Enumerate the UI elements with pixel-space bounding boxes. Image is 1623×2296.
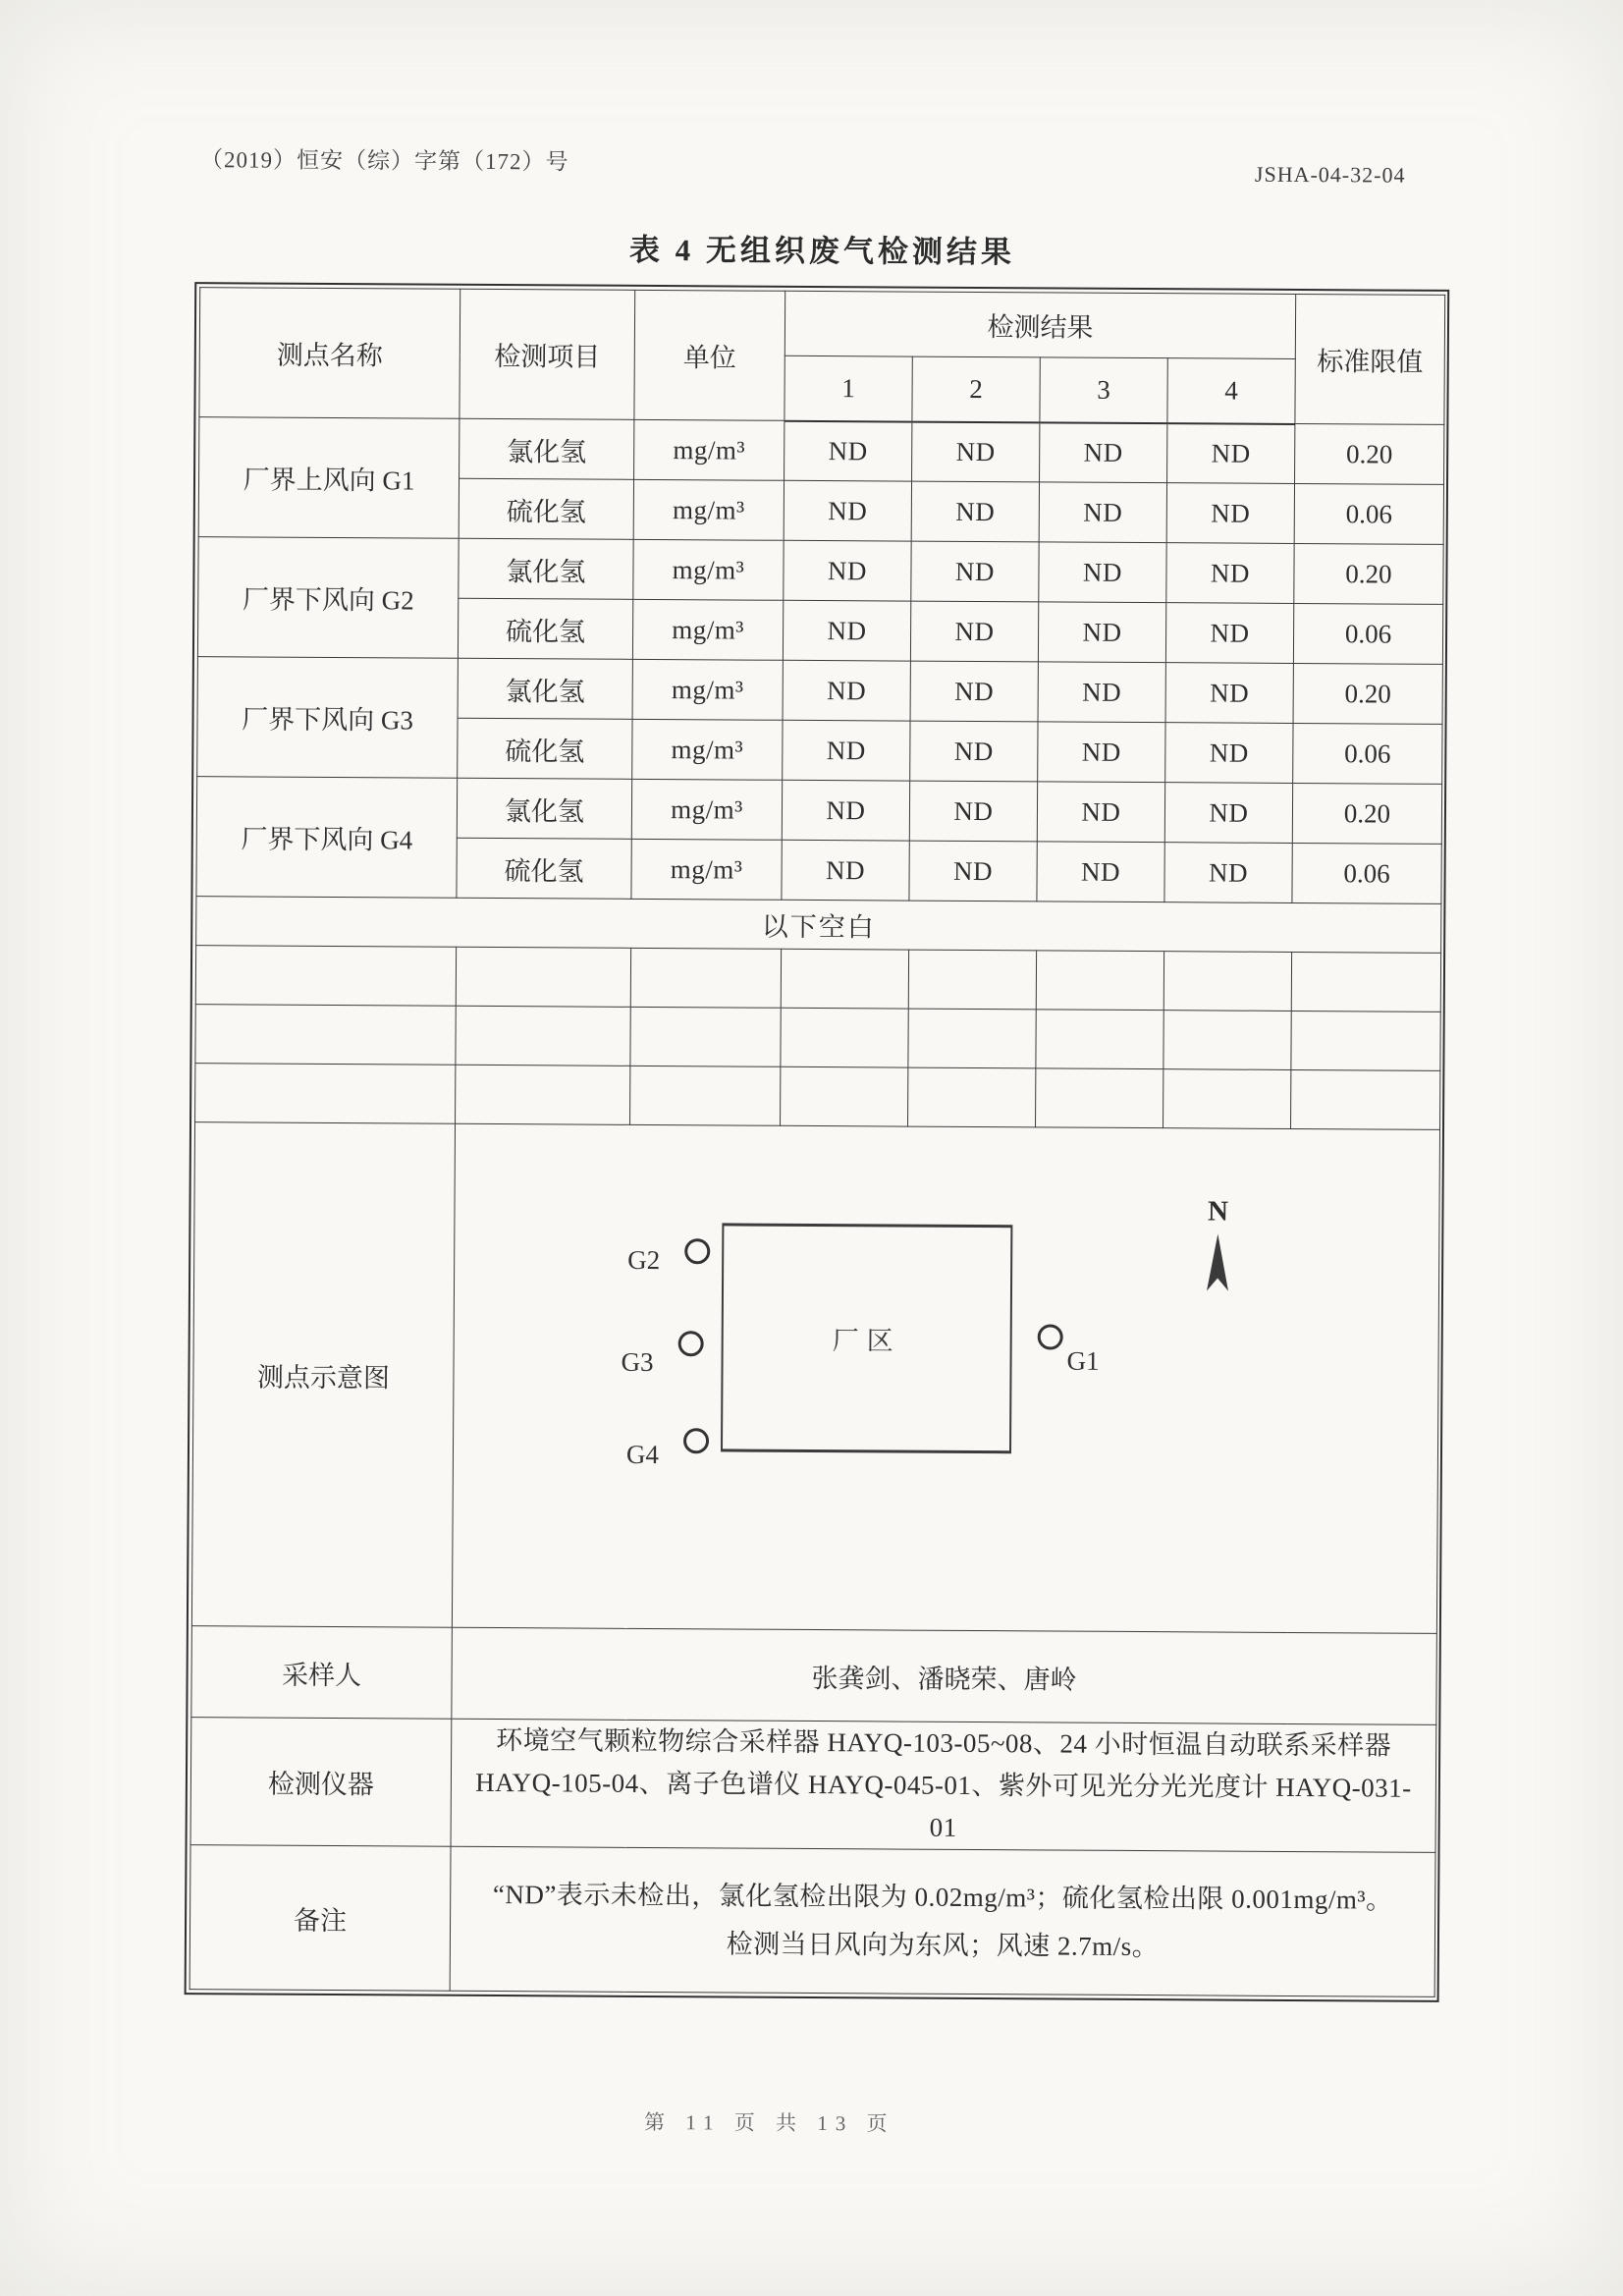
unit-cell: mg/m³ bbox=[632, 659, 783, 720]
empty-cell bbox=[908, 950, 1036, 1010]
result-cell: ND bbox=[1165, 603, 1293, 664]
empty-cell bbox=[1291, 1069, 1440, 1129]
item-cell: 硫化氢 bbox=[458, 598, 632, 659]
result-cell: ND bbox=[784, 540, 911, 601]
plant-area-rect bbox=[721, 1223, 1012, 1453]
north-arrow-icon bbox=[1203, 1233, 1232, 1290]
result-cell: ND bbox=[1038, 722, 1165, 783]
unit-cell: mg/m³ bbox=[632, 599, 783, 660]
result-cell: ND bbox=[909, 841, 1037, 902]
unit-cell: mg/m³ bbox=[632, 719, 783, 780]
limit-cell: 0.20 bbox=[1295, 423, 1444, 484]
results-table-frame bbox=[185, 282, 1450, 2002]
site-cell: 厂界下风向 G2 bbox=[197, 537, 459, 659]
item-cell: 硫化氢 bbox=[458, 718, 632, 779]
site-cell: 厂界下风向 G3 bbox=[197, 657, 459, 779]
unit-cell: mg/m³ bbox=[633, 479, 784, 540]
empty-cell bbox=[1163, 1069, 1291, 1129]
unit-cell: mg/m³ bbox=[634, 419, 784, 480]
empty-cell bbox=[1036, 1068, 1163, 1128]
sampling-point-g1-circle bbox=[1038, 1324, 1063, 1349]
item-cell: 氯化氢 bbox=[460, 418, 634, 479]
empty-cell bbox=[1163, 952, 1291, 1011]
table-row bbox=[195, 1005, 1440, 1071]
document-number: （2019）恒安（综）字第（172）号 bbox=[199, 147, 569, 175]
results-table bbox=[189, 287, 1446, 1997]
table-row bbox=[191, 1626, 1437, 1725]
remark-line-2: 检测当日风向为东风；风速 2.7m/s。 bbox=[726, 1929, 1160, 1962]
site-cell: 厂界下风向 G4 bbox=[196, 777, 458, 899]
col-header-result-4: 4 bbox=[1167, 358, 1295, 424]
result-cell: ND bbox=[782, 780, 909, 841]
instrument-value: 环境空气颗粒物综合采样器 HAYQ-103-05~08、24 小时恒温自动联系采样器 HAYQ-105-04、离子色谱仪 HAYQ-045-01、紫外可见光分光光度计 HAYQ-031-01 bbox=[475, 1725, 1412, 1842]
sampling-point-g3-label: G3 bbox=[621, 1346, 654, 1377]
result-cell: ND bbox=[1165, 663, 1293, 724]
col-header-results-group: 检测结果 bbox=[784, 291, 1295, 358]
table-row bbox=[198, 537, 1443, 605]
diagram-cell bbox=[452, 1123, 1439, 1633]
limit-cell: 0.06 bbox=[1292, 843, 1441, 903]
table-row bbox=[196, 777, 1441, 845]
empty-cell bbox=[195, 946, 456, 1007]
result-cell: ND bbox=[1037, 782, 1164, 843]
result-cell: ND bbox=[784, 480, 911, 541]
result-cell: ND bbox=[1164, 783, 1292, 844]
sampler-label: 采样人 bbox=[191, 1626, 453, 1720]
limit-cell: 0.20 bbox=[1293, 663, 1442, 724]
blank-below-note: 以下空白 bbox=[196, 897, 1441, 954]
limit-cell: 0.20 bbox=[1294, 543, 1443, 604]
sampling-points-diagram bbox=[453, 1124, 1439, 1633]
empty-cell bbox=[630, 1007, 781, 1066]
result-cell: ND bbox=[1166, 543, 1294, 604]
table-row bbox=[196, 897, 1441, 954]
result-cell: ND bbox=[910, 721, 1038, 782]
empty-cell bbox=[456, 947, 630, 1007]
col-header-item: 检测项目 bbox=[460, 289, 635, 419]
result-cell: ND bbox=[911, 541, 1039, 602]
empty-cell bbox=[781, 1008, 908, 1067]
site-cell: 厂界上风向 G1 bbox=[198, 417, 460, 539]
unit-cell: mg/m³ bbox=[631, 839, 782, 900]
north-indicator bbox=[1183, 1195, 1253, 1290]
form-code: JSHA-04-32-04 bbox=[1254, 161, 1406, 188]
col-header-result-3: 3 bbox=[1040, 357, 1167, 423]
result-cell: ND bbox=[1040, 422, 1167, 483]
table-row bbox=[190, 1718, 1436, 1853]
page-number-footer: 第 11 页 共 13 页 bbox=[643, 2109, 895, 2136]
item-cell: 氯化氢 bbox=[459, 538, 633, 599]
result-cell: ND bbox=[784, 420, 912, 481]
result-cell: ND bbox=[782, 840, 909, 901]
result-cell: ND bbox=[1165, 723, 1293, 784]
table-row bbox=[191, 1122, 1439, 1634]
result-cell: ND bbox=[911, 481, 1039, 542]
limit-cell: 0.06 bbox=[1294, 483, 1443, 544]
col-header-site: 测点名称 bbox=[199, 288, 460, 419]
result-cell: ND bbox=[1039, 542, 1166, 603]
result-cell: ND bbox=[909, 781, 1037, 842]
empty-cell bbox=[195, 1064, 456, 1124]
remark-line-1: “ND”表示未检出，氯化氢检出限为 0.02mg/m³；硫化氢检出限 0.001mg/m³。 bbox=[492, 1880, 1393, 1915]
result-cell: ND bbox=[1166, 483, 1294, 544]
col-header-limit: 标准限值 bbox=[1295, 294, 1445, 424]
limit-cell: 0.06 bbox=[1293, 603, 1442, 664]
plant-area-label: 厂区 bbox=[832, 1326, 901, 1356]
result-cell: ND bbox=[1039, 482, 1166, 543]
header-row-1 bbox=[199, 288, 1444, 360]
item-cell: 硫化氢 bbox=[457, 838, 631, 899]
empty-cell bbox=[456, 1065, 630, 1124]
col-header-result-1: 1 bbox=[784, 355, 912, 421]
empty-cell bbox=[195, 1005, 456, 1066]
empty-cell bbox=[1036, 951, 1163, 1011]
col-header-unit: 单位 bbox=[634, 290, 785, 420]
item-cell: 硫化氢 bbox=[459, 478, 633, 539]
sampling-point-g3-circle bbox=[678, 1331, 704, 1356]
empty-cell bbox=[1291, 952, 1440, 1011]
sampling-point-g2-circle bbox=[684, 1238, 710, 1264]
result-cell: ND bbox=[1167, 423, 1295, 484]
result-cell: ND bbox=[912, 421, 1040, 482]
col-header-result-2: 2 bbox=[912, 356, 1040, 422]
remark-cell bbox=[450, 1846, 1435, 1996]
sampling-point-g4-circle bbox=[683, 1428, 709, 1453]
diagram-row-label: 测点示意图 bbox=[191, 1122, 455, 1628]
instrument-label: 检测仪器 bbox=[190, 1718, 452, 1847]
table-row bbox=[197, 657, 1442, 725]
empty-cell bbox=[908, 1067, 1036, 1127]
sampling-point-g2-label: G2 bbox=[627, 1244, 661, 1276]
limit-cell: 0.06 bbox=[1293, 723, 1442, 784]
sampling-point-g1-label: G1 bbox=[1066, 1345, 1100, 1376]
table-row bbox=[195, 1064, 1440, 1130]
sampling-point-g4-label: G4 bbox=[625, 1439, 660, 1470]
item-cell: 氯化氢 bbox=[458, 658, 632, 719]
table-row bbox=[199, 417, 1444, 485]
result-cell: ND bbox=[1038, 602, 1165, 663]
empty-cell bbox=[1163, 1011, 1291, 1070]
limit-cell: 0.20 bbox=[1292, 783, 1441, 844]
result-cell: ND bbox=[783, 660, 910, 721]
remark-label: 备注 bbox=[189, 1845, 451, 1992]
result-cell: ND bbox=[910, 661, 1038, 722]
table-row bbox=[195, 946, 1440, 1012]
result-cell: ND bbox=[1164, 843, 1292, 903]
empty-cell bbox=[781, 1066, 908, 1126]
result-cell: ND bbox=[1037, 842, 1164, 902]
table-row bbox=[189, 1845, 1435, 1997]
unit-cell: mg/m³ bbox=[633, 539, 784, 600]
table-title: 表 4 无组织废气检测结果 bbox=[628, 232, 1016, 270]
empty-cell bbox=[630, 948, 781, 1008]
empty-cell bbox=[781, 949, 908, 1009]
empty-cell bbox=[630, 1066, 781, 1125]
unit-cell: mg/m³ bbox=[631, 779, 782, 840]
instrument-cell bbox=[451, 1719, 1436, 1852]
empty-cell bbox=[1036, 1010, 1163, 1069]
sampler-value: 张龚剑、潘晓荣、唐岭 bbox=[452, 1627, 1437, 1724]
empty-cell bbox=[908, 1009, 1036, 1068]
empty-cell bbox=[1291, 1011, 1440, 1070]
result-cell: ND bbox=[783, 720, 910, 781]
empty-cell bbox=[456, 1006, 630, 1066]
north-label: N bbox=[1207, 1195, 1229, 1228]
result-cell: ND bbox=[910, 601, 1038, 662]
remark-text-block bbox=[451, 1871, 1435, 1973]
result-cell: ND bbox=[1038, 662, 1165, 723]
result-cell: ND bbox=[783, 600, 910, 661]
item-cell: 氯化氢 bbox=[457, 778, 631, 839]
